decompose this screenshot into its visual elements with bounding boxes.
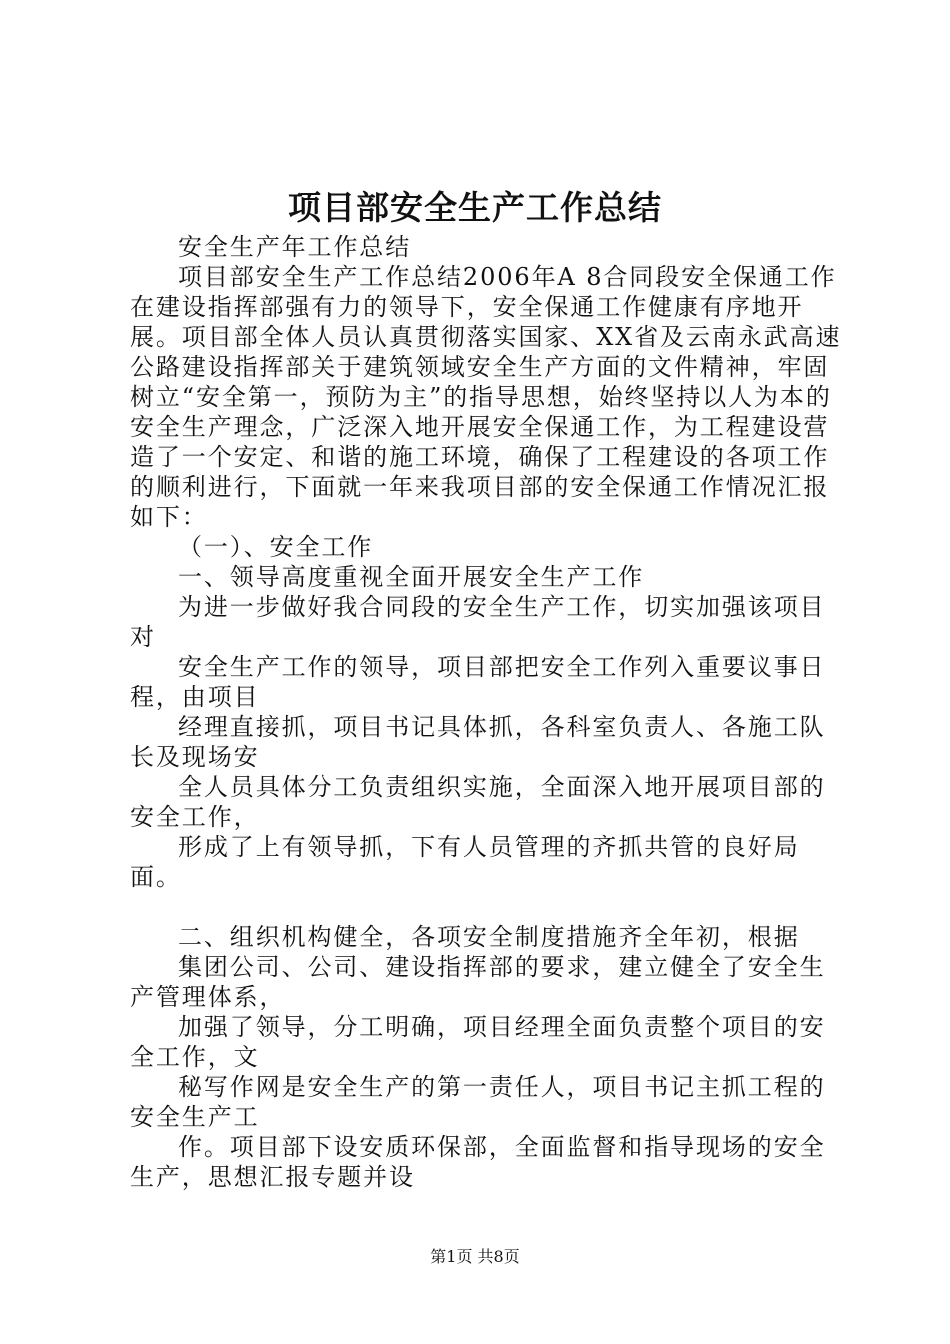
paragraph: 集团公司、公司、建设指挥部的要求，建立健全了安全生产管理体系， bbox=[130, 953, 826, 1011]
document-title: 项目部安全生产工作总结 bbox=[288, 188, 662, 227]
paragraph: 作。项目部下设安质环保部，全面监督和指导现场的安全生产，思想汇报专题并设 bbox=[130, 1133, 826, 1191]
paragraph: 全人员具体分工负责组织实施，全面深入地开展项目部的安全工作， bbox=[130, 773, 826, 831]
paragraph: 秘写作网是安全生产的第一责任人，项目书记主抓工程的安全生产工 bbox=[130, 1073, 826, 1131]
page-footer: 第1页 共8页 bbox=[430, 1247, 520, 1266]
section-heading: （一）、安全工作 bbox=[178, 533, 374, 561]
paragraph: 经理直接抓，项目书记具体抓，各科室负责人、各施工队长及现场安 bbox=[130, 713, 826, 771]
paragraph: 形成了上有领导抓，下有人员管理的齐抓共管的良好局面。 bbox=[130, 833, 800, 891]
paragraph: 项目部安全生产工作总结2006年A 8合同段安全保通工作在建设指挥部强有力的领导下，安全保通工作健康有序地开展。项目部全体人员认真贯彻落实国家、XX省及云南永武高速公路建设指挥部关于建筑领域安全生产方面的文件精神，牢固树立“安全第一，预防为主”的指导思想，始终坚持以人为本的安全生产理念，广泛深入地开展安全保通工作，为工程建设营造了一个安定、和谐的施工环境，确保了工程建设的各项工作的顺利进行，下面就一年来我项目部的安全保通工作情况汇报如下： bbox=[130, 263, 842, 531]
section-heading: 二、组织机构健全，各项安全制度措施齐全年初，根据 bbox=[178, 923, 800, 951]
paragraph: 加强了领导，分工明确，项目经理全面负责整个项目的安全工作，文 bbox=[130, 1013, 826, 1071]
paragraph: 安全生产年工作总结 bbox=[178, 233, 412, 261]
paragraph: 为进一步做好我合同段的安全生产工作，切实加强该项目对 bbox=[130, 593, 826, 651]
document-body bbox=[130, 232, 842, 1192]
paragraph: 安全生产工作的领导，项目部把安全工作列入重要议事日程，由项目 bbox=[130, 653, 826, 711]
section-heading: 一、领导高度重视全面开展安全生产工作 bbox=[178, 563, 645, 591]
blank-line bbox=[130, 892, 842, 922]
